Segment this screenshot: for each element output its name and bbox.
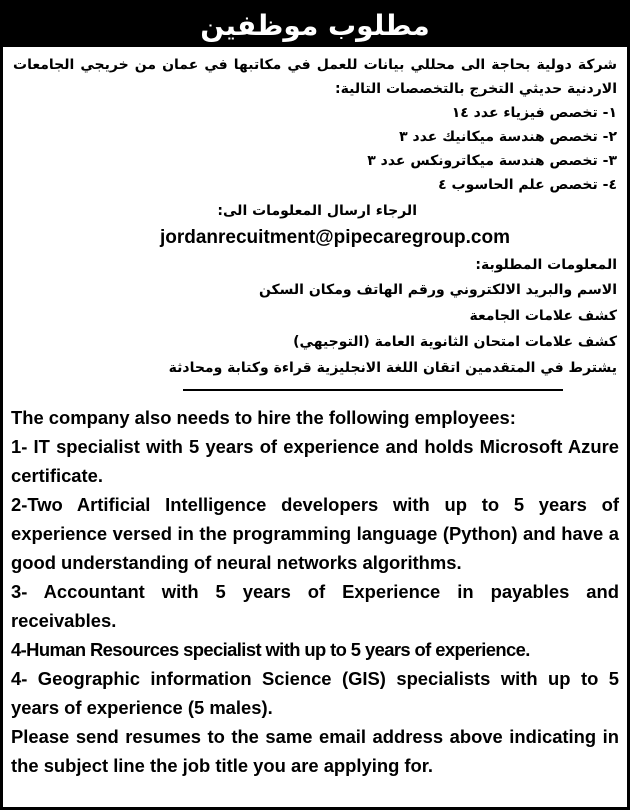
arabic-intro: شركة دولية بحاجة الى محللي بيانات للعمل في مكاتبها في عمان من خريجي الجامعات الاردنية حديثي التخرج بالتخصصات التالية: <box>13 57 617 97</box>
english-section <box>3 391 627 780</box>
contact-lead: الرجاء ارسال المعلومات الى: <box>217 203 417 219</box>
position-item: 2-Two Artificial Intelligence developers with up to 5 years of experience versed in the programming language (Python) and have a good understanding of neural networks algorithms. <box>11 494 619 573</box>
position-item: 4-Human Resources specialist with up to 5 years of experience. <box>11 639 530 660</box>
english-intro: The company also needs to hire the following employees: <box>11 407 516 428</box>
position-item: 3- Accountant with 5 years of Experience in payables and receivables. <box>11 581 619 631</box>
required-info-item: الاسم والبريد الالكتروني ورقم الهاتف ومكان السكن <box>258 282 617 298</box>
contact-email: jordanrecuitment@pipecaregroup.com <box>159 227 511 248</box>
specialty-list <box>13 101 617 197</box>
specialty-item: ١- تخصص فيزياء عدد ١٤ <box>451 105 617 121</box>
position-item: 1- IT specialist with 5 years of experience and holds Microsoft Azure certificate. <box>11 436 619 486</box>
ad-title: مطلوب موظفين <box>200 8 430 42</box>
specialty-item: ٣- تخصص هندسة ميكاترونكس عدد ٣ <box>367 153 617 169</box>
specialty-item: ٤- تخصص علم الحاسوب ٤ <box>438 177 617 193</box>
specialty-item: ٢- تخصص هندسة ميكانيك عدد ٣ <box>399 129 617 145</box>
required-info-item: كشف علامات امتحان الثانوية العامة (التوجيهي) <box>293 334 617 350</box>
required-info-item: يشترط في المتقدمين اتقان اللغة الانجليزية قراءة وكتابة ومحادثة <box>168 360 617 376</box>
required-info-title: المعلومات المطلوبة: <box>475 257 617 273</box>
position-item: 4- Geographic information Science (GIS) specialists with up to 5 years of experience (5 males). <box>11 668 619 718</box>
closing-note: Please send resumes to the same email address above indicating in the subject line the job title you are applying for. <box>11 726 619 776</box>
ad-header <box>3 3 627 47</box>
required-info-item: كشف علامات الجامعة <box>469 308 617 324</box>
required-info-list <box>13 277 617 381</box>
arabic-section <box>3 47 627 381</box>
